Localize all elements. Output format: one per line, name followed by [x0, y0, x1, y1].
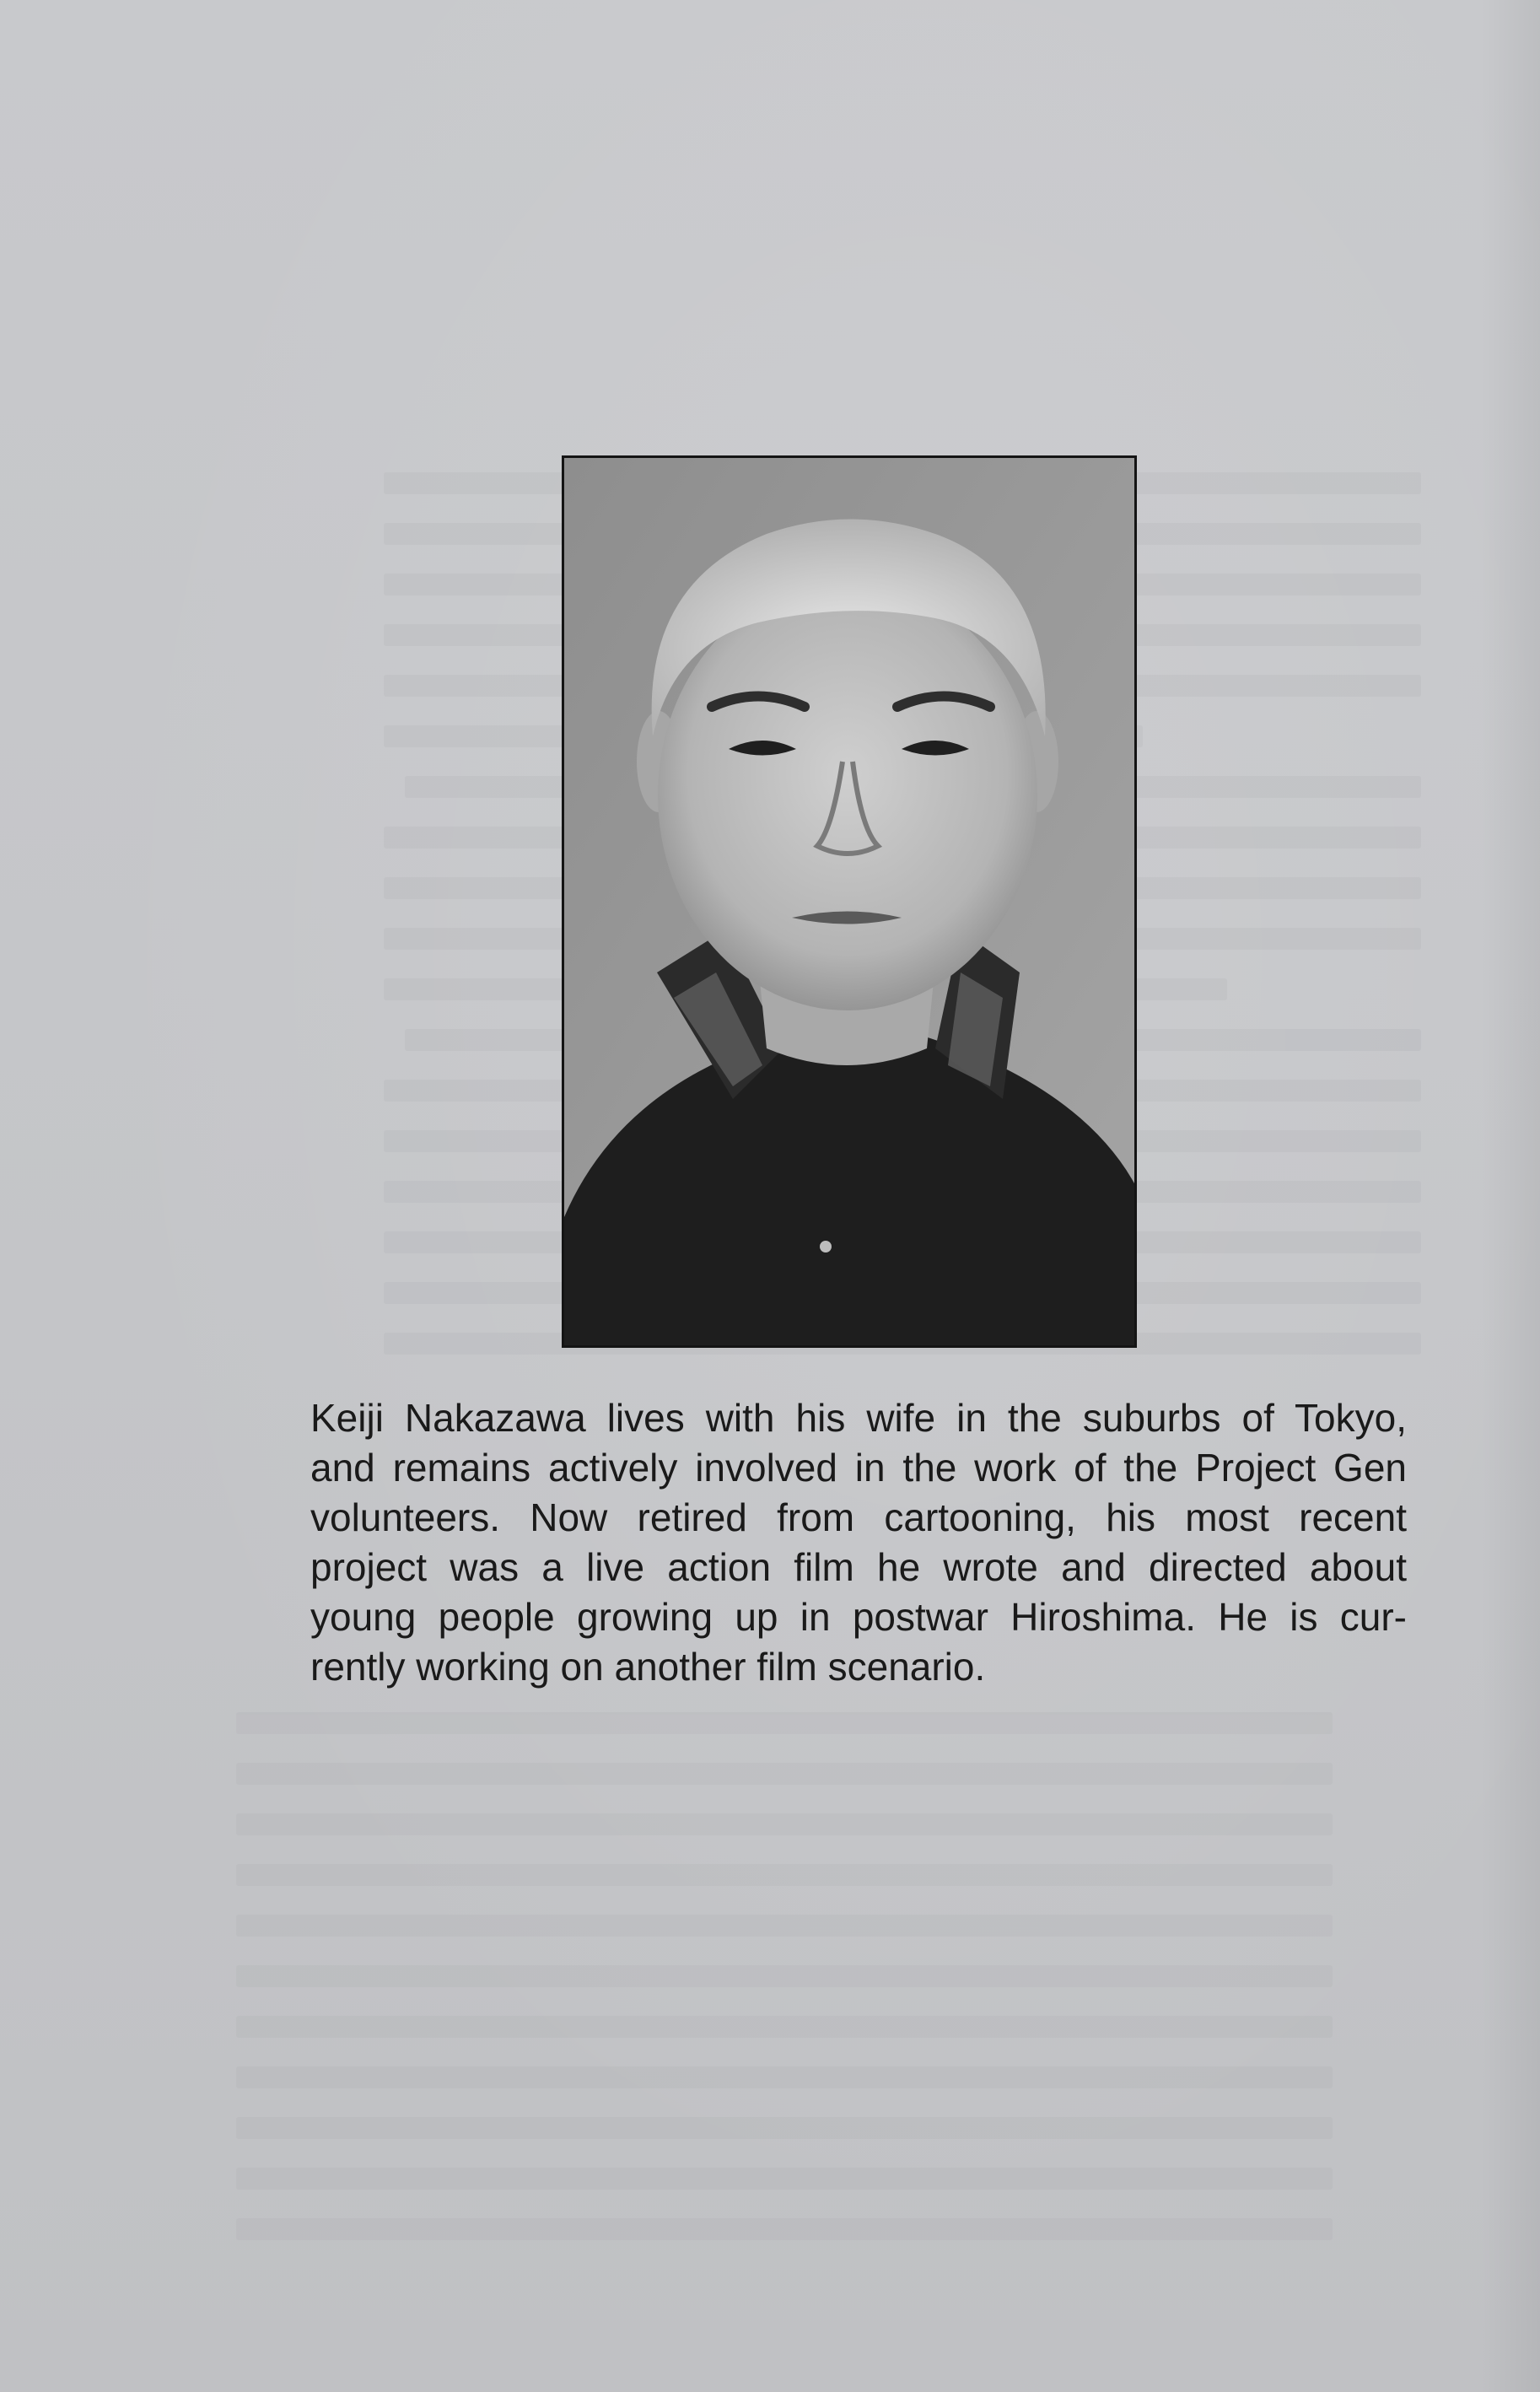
portrait-photo [564, 458, 1134, 1345]
caption-line: Keiji Nakazawa lives with his wife in the suburbs of Tokyo, [310, 1396, 1407, 1440]
photo-caption [310, 1393, 1407, 1692]
caption-line: project was a live action film he wrote and directed about [310, 1545, 1407, 1589]
caption-line: and remains actively involved in the work of the Project Gen [310, 1446, 1407, 1490]
author-photo [562, 455, 1137, 1348]
caption-line: rently working on another film scenario. [310, 1645, 986, 1689]
caption-line: volunteers. Now retired from cartooning, his most recent [310, 1495, 1407, 1539]
caption-line: young people growing up in postwar Hiroshima. He is cur- [310, 1595, 1407, 1639]
